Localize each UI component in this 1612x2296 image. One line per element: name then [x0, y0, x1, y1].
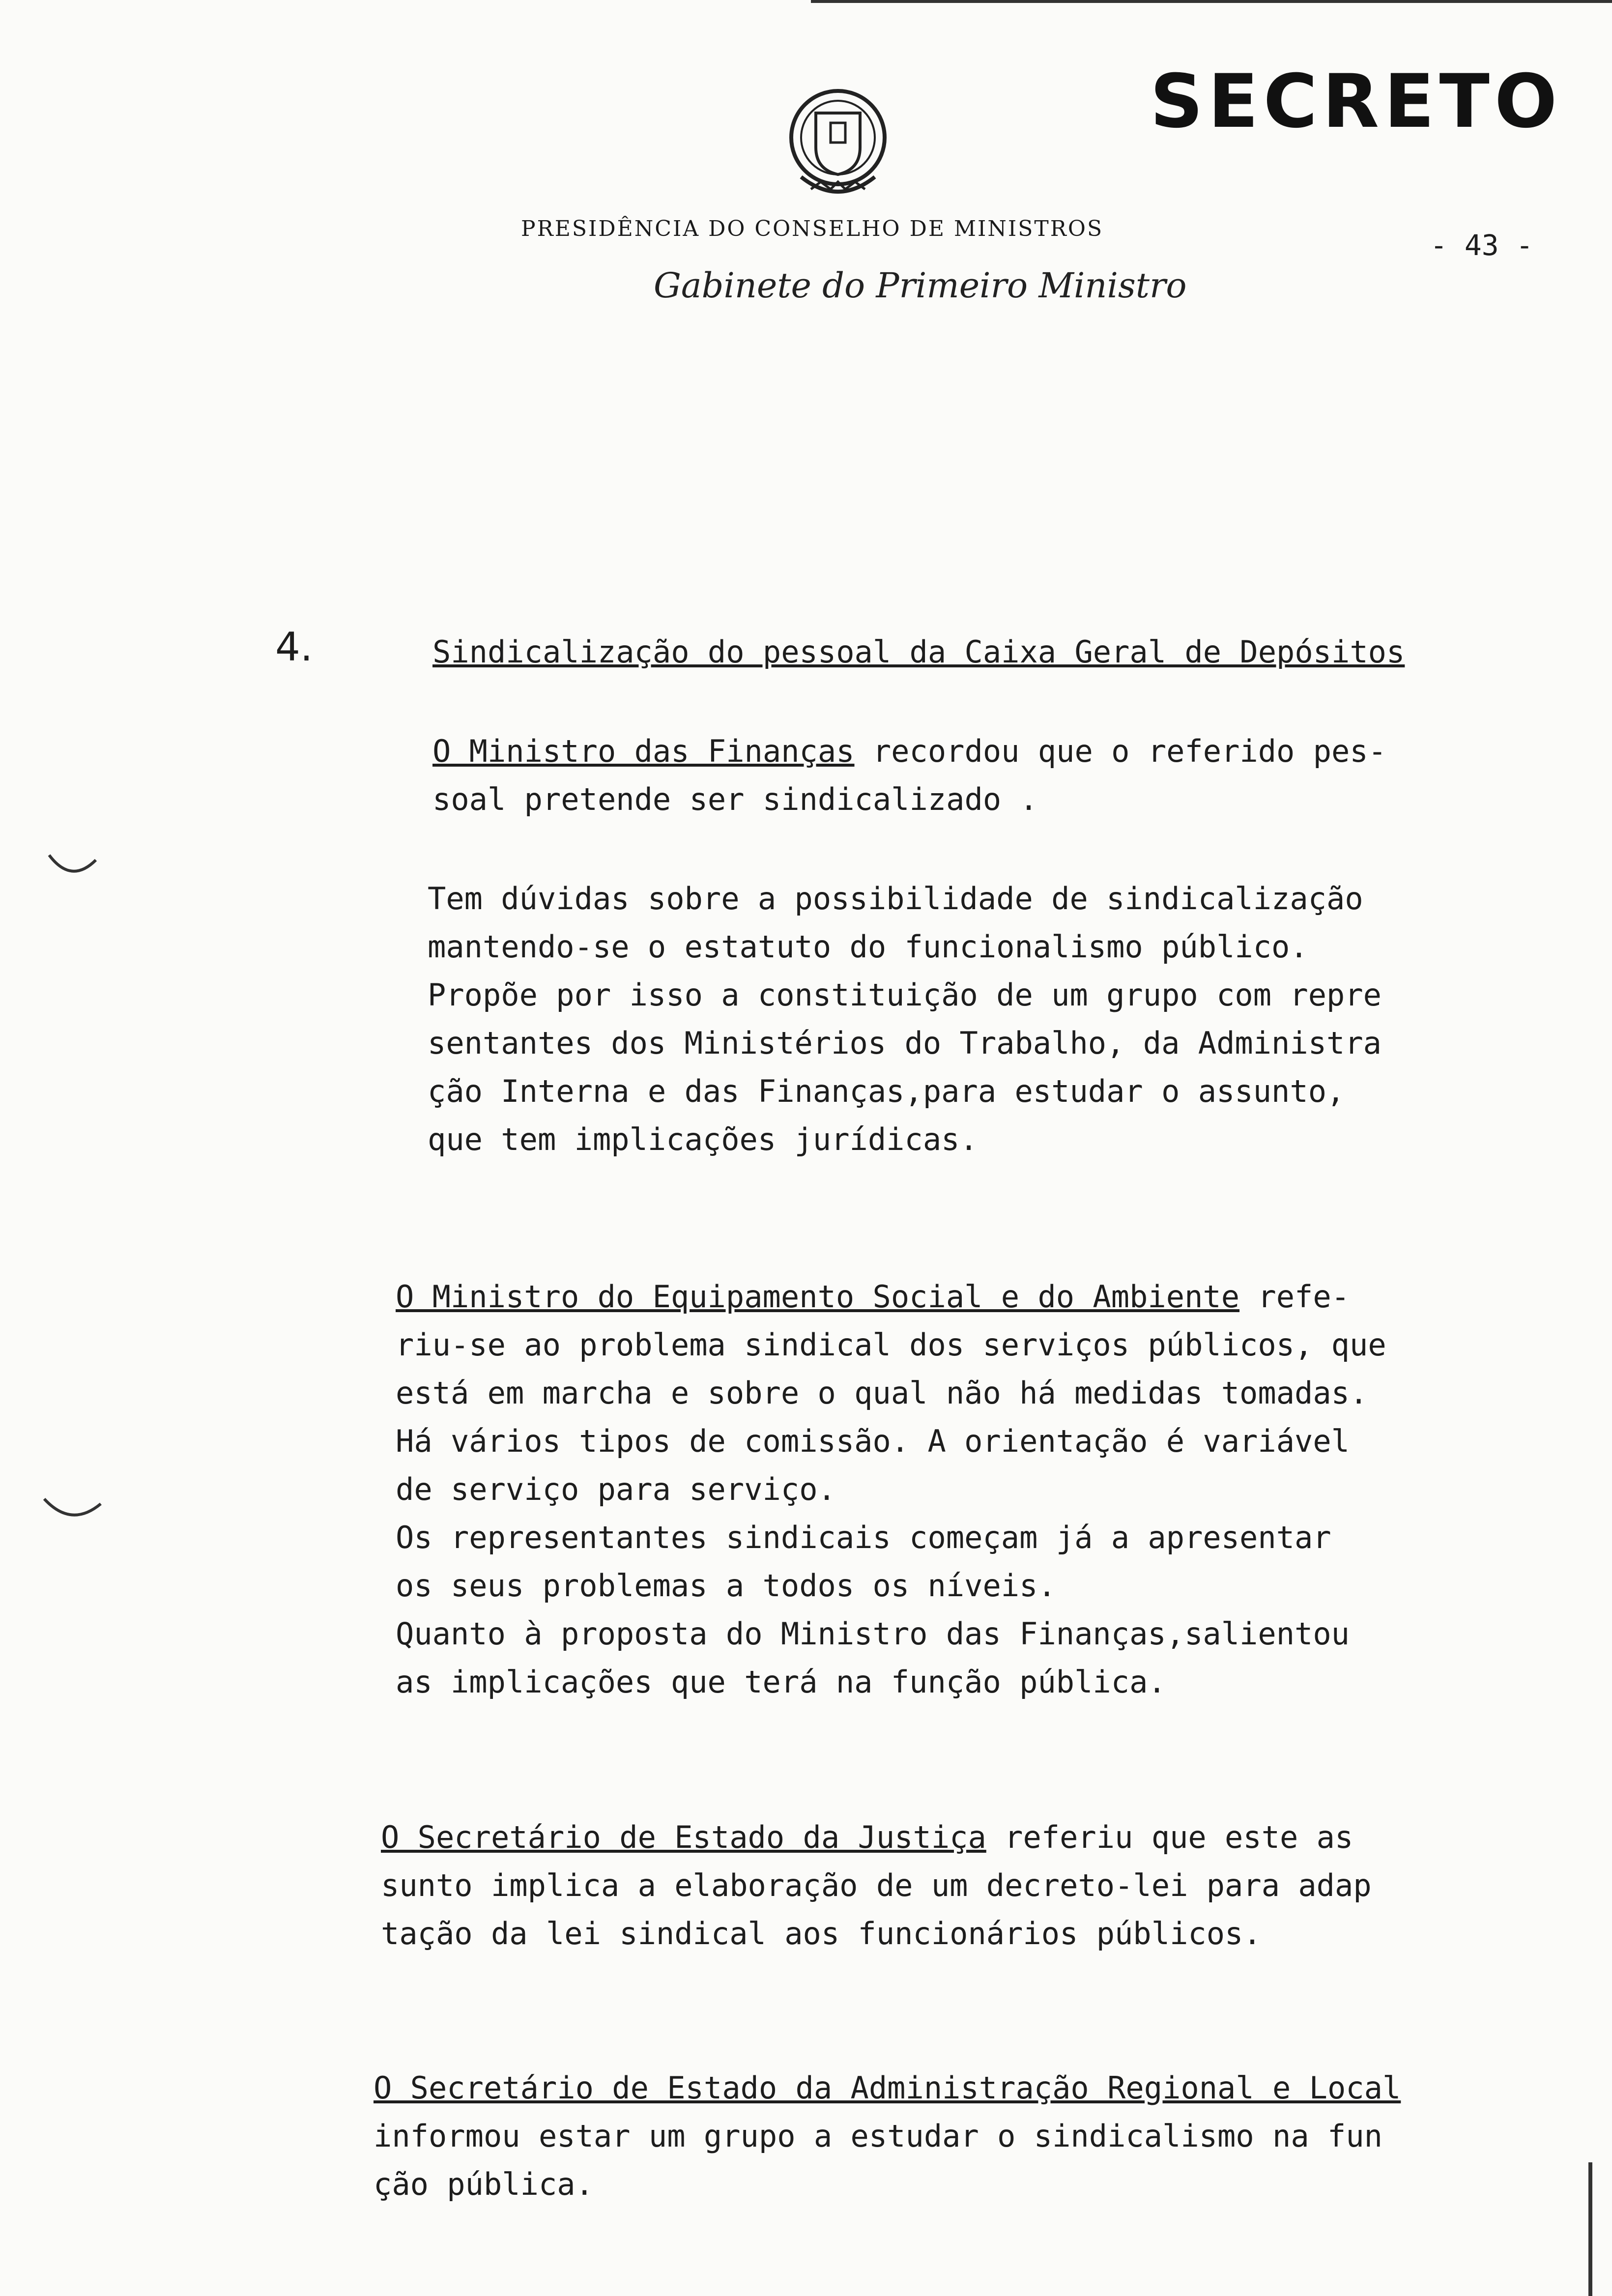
section-title: Sindicalização do pessoal da Caixa Geral de Depósitos [432, 634, 1405, 670]
paragraph-doubts [428, 875, 1382, 1164]
paragraph-first-line: refe- [1239, 1279, 1350, 1315]
margin-bracket-mark [39, 1489, 103, 1528]
paragraph-finance-minister [432, 727, 1386, 824]
office-subtitle: Gabinete do Primeiro Ministro [654, 265, 1187, 306]
right-edge-line [1588, 2162, 1592, 2296]
paragraph-equipment-minister [396, 1273, 1386, 1706]
speaker-name: O Secretário de Estado da Administração Regional e Local [374, 2070, 1401, 2106]
coat-of-arms-icon [781, 84, 894, 206]
top-edge-line [811, 0, 1612, 3]
section-number: 4. [275, 624, 313, 670]
margin-bracket-mark [44, 845, 98, 885]
paragraph-first-line: recordou que o referido pes- [854, 733, 1387, 769]
paragraph-body: soal pretende ser sindicalizado . [432, 781, 1038, 817]
paragraph-body: informou estar um grupo a estudar o sindicalismo na fun ção pública. [374, 2118, 1382, 2202]
organization-name: PRESIDÊNCIA DO CONSELHO DE MINISTROS [521, 216, 1104, 241]
speaker-name: O Secretário de Estado da Justiça [381, 1819, 986, 1855]
secret-stamp: SECRETO [1150, 59, 1562, 144]
paragraph-justice-secretary [381, 1813, 1372, 1958]
paragraph-regional-admin-secretary [374, 2064, 1401, 2209]
paragraph-first-line: Tem dúvidas sobre a possibilidade de sindicalização [428, 881, 1363, 917]
paragraph-body: mantendo-se o estatuto do funcionalismo público. Propõe por isso a constituição de um grupo com repre sentantes dos Ministérios do Trabalho, da Administra ção Interna e das Finanças,para estudar o assunto, que tem implicações jurídicas. [428, 929, 1382, 1157]
speaker-name: O Ministro das Finanças [432, 733, 855, 769]
paragraph-body: riu-se ao problema sindical dos serviços públicos, que está em marcha e sobre o qual não há medidas tomadas. Há vários tipos de comissão. A orientação é variável de serviço para serviço. Os representantes sindicais começam já a apresentar os seus problemas a todos os níveis. Quanto à proposta do Ministro das Finanças,salientou as implicações que terá na função pública. [396, 1327, 1386, 1700]
paragraph-first-line: referiu que este as [986, 1819, 1353, 1855]
page-number: - 43 - [1430, 229, 1533, 262]
paragraph-body: sunto implica a elaboração de um decreto-lei para adap tação da lei sindical aos funcionários públicos. [381, 1867, 1372, 1952]
speaker-name: O Ministro do Equipamento Social e do Ambiente [396, 1279, 1240, 1315]
